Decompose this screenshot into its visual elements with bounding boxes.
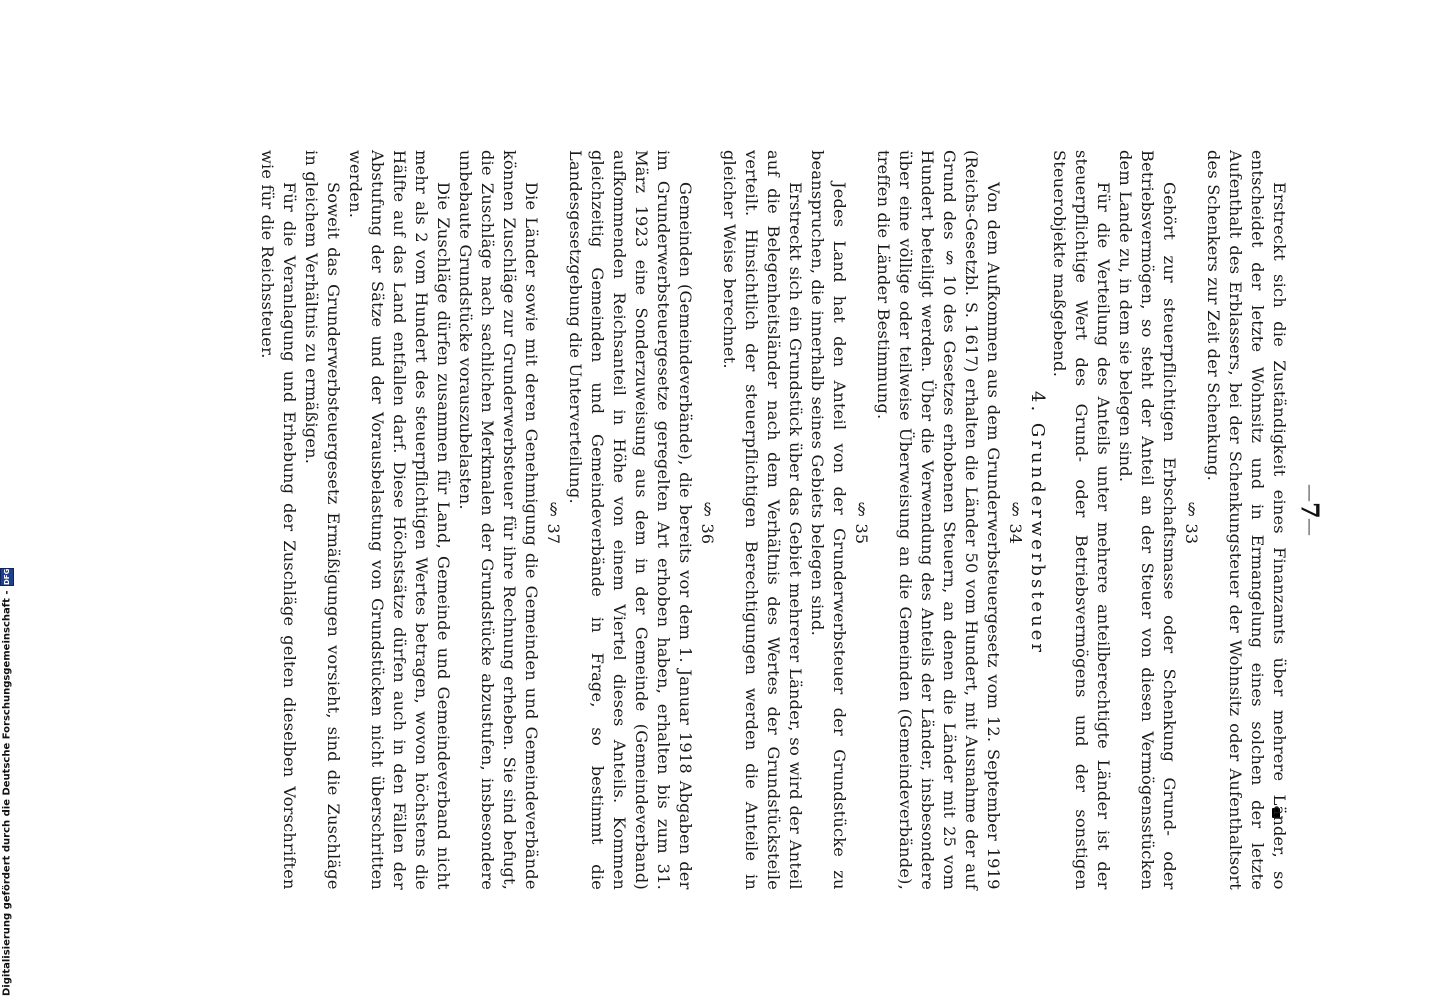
section-34-heading: § 34 <box>1006 499 1025 545</box>
paragraph-34: Von dem Aufkommen aus dem Grunderwerbsteuergesetz vom 12. September 1919 (Reichs-Gesetzbl. S. 1617) erhalten die Länder 50 vom Hundert, mit Ausnahme der auf Grund des § 10 des Gesetzes erhobenen Steuern, an denen die Länder mit 25 vom Hundert beteiligt werden. Über die Verwendung des Anteils der Länder, insbesondere über eine völlige oder teilweise Überweisung an die Gemeinden (Gemeindeverbände), treffen die Länder Bestimmung. <box>874 150 1003 890</box>
page-number-value: 7 <box>1295 501 1325 519</box>
paragraph-37-2: Die Zuschläge dürfen zusammen für Land, Gemeinde und Gemeindeverband nicht mehr als 2 vom Hundert des steuerpflichtigen Wertes betragen, wovon höchstens die Hälfte auf das Land entfallen darf. Diese Höchstsätze dürfen auch in den Fällen der Abstufung der Sätze und der Vorausbelastung von Grundstücken nicht überschritten werden. <box>346 150 453 890</box>
chapter-heading-grunderwerbsteuer: 4. Grunderwerbsteuer <box>1027 390 1048 655</box>
paragraph-finanzamt: Erstreckt sich die Zuständigkeit eines Finanzamts über mehrere Länder, so entscheidet der letzte Wohnsitz und in Ermangelung eines solchen der letzte Aufenthalt des Erblassers, bei der Schenkungsteuer der Wohnsitz oder Aufenthaltsort des Schenkers zur Zeit der Schenkung. <box>1204 150 1289 890</box>
credit-text: Digitalisierung gefördert durch die Deutsche Forschungsgemeinschaft - <box>1 590 13 996</box>
section-36-heading: § 36 <box>698 499 717 545</box>
paragraph-37-4: Für die Veranlagung und Erhebung der Zuschläge gelten dieselben Vorschriften wie für die Reichssteuer. <box>258 150 299 890</box>
paragraph-35-2: Erstreckt sich ein Grundstück über das Gebiet mehrerer Länder, so wird der Anteil auf die Belegenheitsländer nach dem Verhältnis des Wertes der Grundstücksteile verteilt. Hinsichtlich der steuerpflichtigen Berechtigungen werden die Anteile in gleicher Weise berechnet. <box>720 150 805 890</box>
paragraph-37-1: Die Länder sowie mit deren Genehmigung die Gemeinden und Gemeindeverbände können Zuschläge zur Grunderwerbsteuer für ihre Rechnung erheben. Sie sind befugt, die Zuschläge nach sachlichen Merkmalen der Grundstücke abzustufen, insbesondere unbebaute Grundstücke vorauszubelasten. <box>456 150 541 890</box>
document-page <box>140 150 1290 890</box>
paragraph-36: Gemeinden (Gemeindeverbände), die bereits vor dem 1. Januar 1918 Abgaben der im Grunderwerbsteuergesetze geregelten Art erhoben haben, erhalten bis zum 31. März 1923 eine Sonderzuweisung aus dem in der Gemeinde (Gemeindeverband) aufkommenden Reichsanteil in Höhe von einem Viertel dieses Anteils. Kommen gleichzeitig Gemeinden und Gemeindeverbände in Frage, so bestimmt die Landesgesetzgebung die Unterverteilung. <box>566 150 695 890</box>
paragraph-33-2: Für die Verteilung des Anteils unter mehrere anteilberechtigte Länder ist der steuerpflichtige Wert des Grund- oder Betriebsvermögens und der sonstigen Steuerobjekte maßgebend. <box>1050 150 1113 890</box>
page-number-dash: — <box>1299 483 1321 502</box>
paragraph-37-3: Soweit das Grunderwerbsteuergesetz Ermäßigungen vorsieht, sind die Zuschläge in gleichem Verhältnis zu ermäßigen. <box>302 150 343 890</box>
digitization-credit <box>0 569 14 996</box>
dfg-logo-icon: DFG <box>0 568 14 586</box>
page-number-dash-2: — <box>1299 518 1321 537</box>
paragraph-33-1: Gehört zur steuerpflichtigen Erbschaftsmasse oder Schenkung Grund- oder Betriebsvermögen, so steht der Anteil an der Steuer von diesen Vermögensstücken dem Lande zu, in dem sie belegen sind. <box>1116 150 1179 890</box>
section-37-heading: § 37 <box>544 499 563 545</box>
section-35-heading: § 35 <box>852 499 871 545</box>
page-number <box>1290 480 1330 540</box>
section-33-heading: § 33 <box>1182 499 1201 545</box>
paragraph-35-1: Jedes Land hat den Anteil von der Grunderwerbsteuer der Grundstücke zu beanspruchen, die innerhalb seines Gebiets belegen sind. <box>808 150 849 890</box>
